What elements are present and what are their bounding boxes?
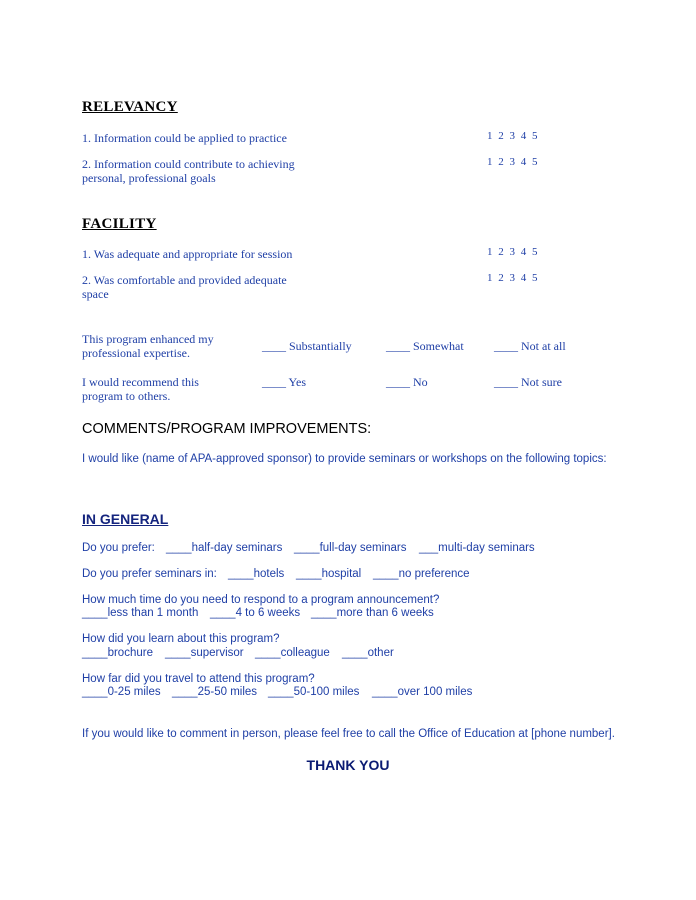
response-time-question: How much time do you need to respond to a program announcement? [82,594,440,606]
travel-option-50-100[interactable]: ____50-100 miles [268,686,360,698]
location-option-hospital[interactable]: ____hospital [296,568,362,580]
relevancy-item-1: 1. Information could be applied to practice [82,131,287,145]
prefer-option-full-day[interactable]: ____full-day seminars [294,542,407,554]
learn-question: How did you learn about this program? [82,633,280,645]
facility-item-2-cont: space [82,287,109,301]
comments-heading: COMMENTS/PROGRAM IMPROVEMENTS: [82,421,372,437]
recommend-option-no[interactable]: ____ No [386,375,428,389]
location-option-no-preference[interactable]: ____no preference [373,568,470,580]
recommend-question-cont: program to others. [82,389,171,403]
facility-item-2: 2. Was comfortable and provided adequate [82,273,287,287]
prefer-option-multi-day[interactable]: ___multi-day seminars [419,542,535,554]
learn-option-supervisor[interactable]: ____supervisor [165,647,244,659]
contact-note: If you would like to comment in person, please feel free to call the Office of Education at [phone number]. [82,728,615,740]
enhanced-option-not-at-all[interactable]: ____ Not at all [494,339,566,353]
relevancy-item-2: 2. Information could contribute to achieving [82,157,295,171]
prefer-label: Do you prefer: [82,542,155,554]
thank-you-text: THANK YOU [306,757,390,773]
enhanced-option-somewhat[interactable]: ____ Somewhat [386,339,464,353]
enhanced-question: This program enhanced my [82,332,214,346]
location-option-hotels[interactable]: ____hotels [228,568,285,580]
relevancy-heading: RELEVANCY [82,99,178,115]
recommend-option-yes[interactable]: ____ Yes [262,375,307,389]
travel-question: How far did you travel to attend this program? [82,673,315,685]
relevancy-item-2-cont: personal, professional goals [82,171,216,185]
prefer-option-half-day[interactable]: ____half-day seminars [166,542,283,554]
in-general-heading: IN GENERAL [82,511,169,527]
comments-prompt: I would like (name of APA-approved sponsor) to provide seminars or workshops on the following topics: [82,453,607,465]
travel-option-0-25[interactable]: ____0-25 miles [82,686,161,698]
travel-option-over-100[interactable]: ____over 100 miles [372,686,473,698]
enhanced-option-substantially[interactable]: ____ Substantially [262,339,352,353]
recommend-option-not-sure[interactable]: ____ Not sure [494,375,562,389]
facility-item-1-scale[interactable]: 1 2 3 4 5 [487,246,538,258]
response-option-more-6-weeks[interactable]: ____more than 6 weeks [311,607,434,619]
facility-item-2-scale[interactable]: 1 2 3 4 5 [487,272,538,284]
learn-option-other[interactable]: ____other [342,647,394,659]
learn-option-colleague[interactable]: ____colleague [255,647,330,659]
response-option-less-1-month[interactable]: ____less than 1 month [82,607,199,619]
response-option-4-6-weeks[interactable]: ____4 to 6 weeks [210,607,301,619]
enhanced-question-cont: professional expertise. [82,346,190,360]
learn-option-brochure[interactable]: ____brochure [82,647,153,659]
travel-option-25-50[interactable]: ____25-50 miles [172,686,258,698]
recommend-question: I would recommend this [82,375,199,389]
relevancy-item-1-scale[interactable]: 1 2 3 4 5 [487,130,538,142]
facility-heading: FACILITY [82,216,157,232]
relevancy-item-2-scale[interactable]: 1 2 3 4 5 [487,156,538,168]
facility-item-1: 1. Was adequate and appropriate for session [82,247,293,261]
location-label: Do you prefer seminars in: [82,568,217,580]
